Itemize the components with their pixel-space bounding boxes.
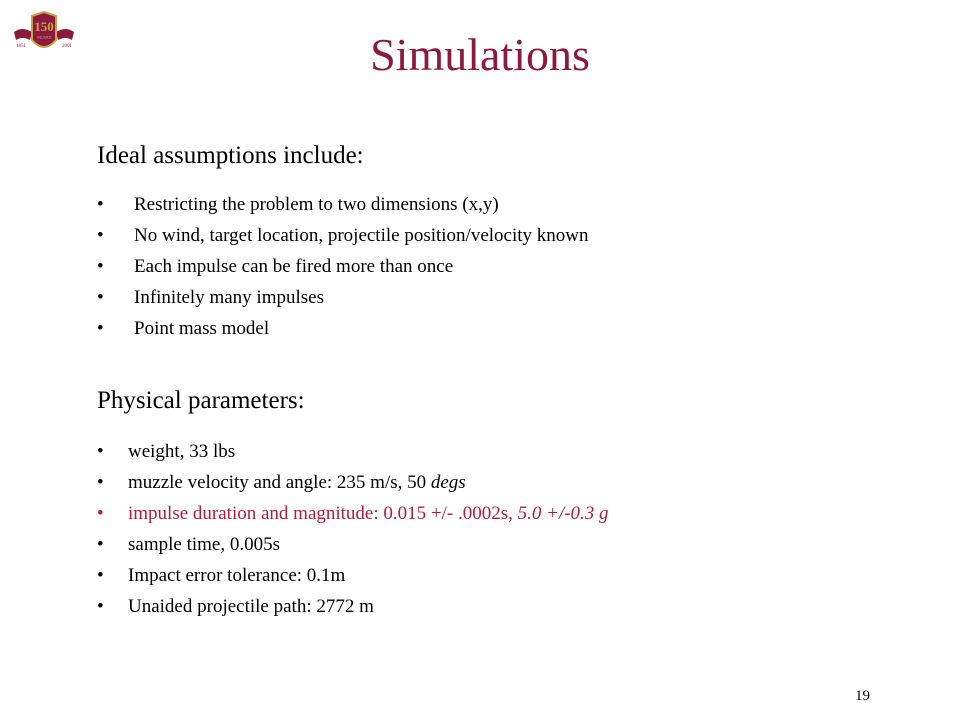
logo-years: YEARS [36,35,52,40]
bullet-dot-icon: • [97,225,104,246]
logo-end-year: 2001 [62,44,72,49]
logo-number: 150 [34,19,54,34]
bullet-dot-icon: • [97,441,104,462]
bullet-dot-icon: • [97,596,104,617]
bullet-dot-icon: • [97,256,104,277]
parameters-heading: Physical parameters: [97,387,305,414]
bullet-dot-icon: • [97,503,104,524]
bullet-dot-icon: • [97,194,104,215]
page-number: 19 [855,688,870,704]
slide-title: Simulations [370,29,590,80]
logo-start-year: 1851 [16,44,26,49]
bullet-dot-icon: • [97,318,104,339]
assumptions-heading: Ideal assumptions include: [97,142,364,169]
bullet-dot-icon: • [97,565,104,586]
bullet-dot-icon: • [97,287,104,308]
bullet-dot-icon: • [97,534,104,555]
bullet-dot-icon: • [97,472,104,493]
